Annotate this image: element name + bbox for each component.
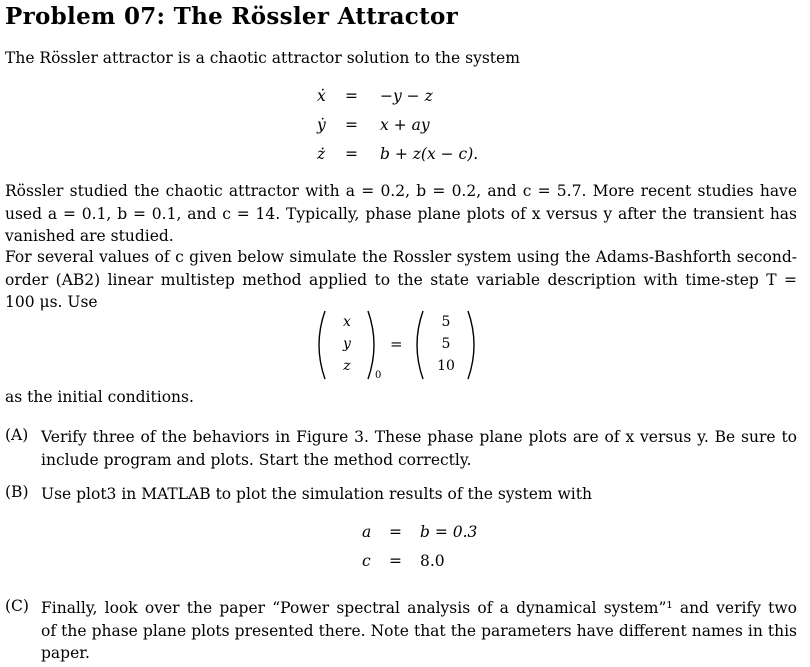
- item-line: Finally, look over the paper “Power spectral analysis of a dynamical system”¹ and verify two: [41, 599, 797, 617]
- page-title: Problem 07: The Rössler Attractor: [5, 3, 459, 30]
- left-paren-open: [319, 311, 325, 379]
- paragraph-line: Rössler studied the chaotic attractor with a = 0.2, b = 0.2, and c = 5.7. More recent studies have: [5, 182, 797, 200]
- eq1-equals: =: [345, 87, 358, 105]
- initial-caption: as the initial conditions.: [5, 388, 194, 406]
- eq3-lhs: ż: [317, 145, 326, 163]
- item-b-body: [41, 483, 797, 506]
- eq1-lhs: ẋ: [317, 87, 326, 105]
- matrix-equals: =: [390, 335, 403, 353]
- paragraph-line: order (AB2) linear multistep method applied to the state variable description with time-step T =: [5, 270, 797, 289]
- subscript-zero: 0: [375, 370, 382, 381]
- vec-y: y: [343, 336, 351, 352]
- eq2-rhs: x + ay: [380, 116, 430, 134]
- param-a-equals: =: [389, 523, 402, 541]
- eq3-equals: =: [345, 145, 358, 163]
- val-x: 5: [441, 314, 451, 330]
- item-a-body: [41, 426, 797, 471]
- val-z: 10: [437, 358, 455, 374]
- item-b-label: (B): [5, 483, 29, 501]
- paragraph-line: 100 μs. Use: [5, 293, 98, 311]
- paragraph-line: For several values of c given below simulate the Rossler system using the Adams-Bashforth second-: [5, 248, 797, 266]
- eq2-lhs: ẏ: [317, 116, 326, 134]
- paragraph-line: used a = 0.1, b = 0.1, and c = 14. Typically, phase plane plots of x versus y after the transient has: [5, 204, 797, 223]
- intro-paragraph: The Rössler attractor is a chaotic attractor solution to the system: [5, 49, 520, 67]
- item-line: Verify three of the behaviors in Figure 3. These phase plane plots are of x versus y. Be sure to: [41, 428, 797, 446]
- item-c-label: (C): [5, 597, 29, 615]
- item-c-body: [41, 597, 797, 665]
- vec-x: x: [343, 314, 351, 330]
- item-a-label: (A): [5, 426, 29, 444]
- item-line: Use plot3 in MATLAB to plot the simulation results of the system with: [41, 485, 592, 503]
- param-c-rhs: 8.0: [420, 552, 445, 570]
- paragraph-line: vanished are studied.: [5, 227, 174, 245]
- right-paren-close: [468, 311, 474, 379]
- item-line: paper.: [41, 644, 90, 662]
- eq3-rhs: b + z(x − c).: [380, 145, 479, 163]
- param-c-equals: =: [389, 552, 402, 570]
- val-y: 5: [441, 336, 451, 352]
- eq1-rhs: −y − z: [380, 87, 433, 105]
- item-line: include program and plots. Start the method correctly.: [41, 450, 472, 469]
- item-line: of the phase plane plots presented there. Note that the parameters have different names in this: [41, 621, 797, 640]
- eq2-equals: =: [345, 116, 358, 134]
- vec-z: z: [343, 358, 351, 374]
- param-a-lhs: a: [362, 523, 372, 541]
- right-paren-open: [417, 311, 423, 379]
- param-c-lhs: c: [362, 552, 371, 570]
- left-paren-close: [368, 311, 374, 379]
- param-a-rhs: b = 0.3: [420, 523, 478, 541]
